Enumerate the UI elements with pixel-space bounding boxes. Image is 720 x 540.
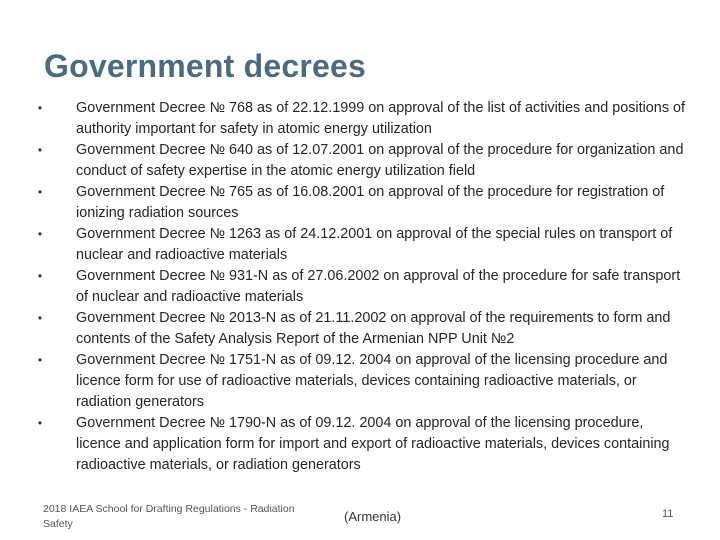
- list-item-text: Government Decree № 768 as of 22.12.1999 on approval of the list of activities and positions of authority important for safety in atomic energy utilization: [76, 100, 686, 137]
- decree-list: [38, 98, 688, 476]
- bullet-icon: •: [37, 227, 43, 241]
- list-item-text: Government Decree № 931-N as of 27.06.2002 on approval of the procedure for safe transport of nuclear and radioactive materials: [76, 268, 681, 305]
- bullet-icon: •: [37, 416, 43, 430]
- bullet-icon: •: [37, 101, 43, 115]
- bullet-icon: •: [37, 311, 43, 325]
- page-title: Government decrees: [44, 48, 366, 84]
- page-number: 11: [662, 508, 674, 520]
- list-item: [38, 140, 688, 182]
- list-item: [38, 413, 688, 476]
- list-item: [38, 224, 688, 266]
- bullet-icon: •: [37, 185, 43, 199]
- list-item: [38, 350, 688, 413]
- list-item-text: Government Decree № 2013-N as of 21.11.2002 on approval of the requirements to form and contents of the Safety Analysis Report of the Armenian NPP Unit №2: [76, 310, 671, 347]
- list-item-text: Government Decree № 640 as of 12.07.2001 on approval of the procedure for organization and conduct of safety expertise in the atomic energy utilization field: [76, 142, 684, 179]
- list-item-text: Government Decree № 1790-N as of 09.12. 2004 on approval of the licensing procedure, licence and application form for import and export of radioactive materials, devices containing radioactive materials, or radiation generators: [76, 415, 670, 473]
- list-item: [38, 308, 688, 350]
- list-item: [38, 266, 688, 308]
- list-item-text: Government Decree № 1751-N as of 09.12. 2004 on approval of the licensing procedure and licence form for use of radioactive materials, devices containing radioactive materials, or radiation generators: [76, 352, 668, 410]
- footer-country: (Armenia): [344, 509, 402, 524]
- footer-event-text: 2018 IAEA School for Drafting Regulations - Radiation Safety: [43, 503, 295, 530]
- bullet-icon: •: [37, 353, 43, 367]
- list-item: [38, 98, 688, 140]
- list-item: [38, 182, 688, 224]
- bullet-icon: •: [37, 143, 43, 157]
- list-item-text: Government Decree № 765 as of 16.08.2001 on approval of the procedure for registration of ionizing radiation sources: [76, 184, 665, 221]
- list-item-text: Government Decree № 1263 as of 24.12.2001 on approval of the special rules on transport of nuclear and radioactive materials: [76, 226, 673, 263]
- bullet-icon: •: [37, 269, 43, 283]
